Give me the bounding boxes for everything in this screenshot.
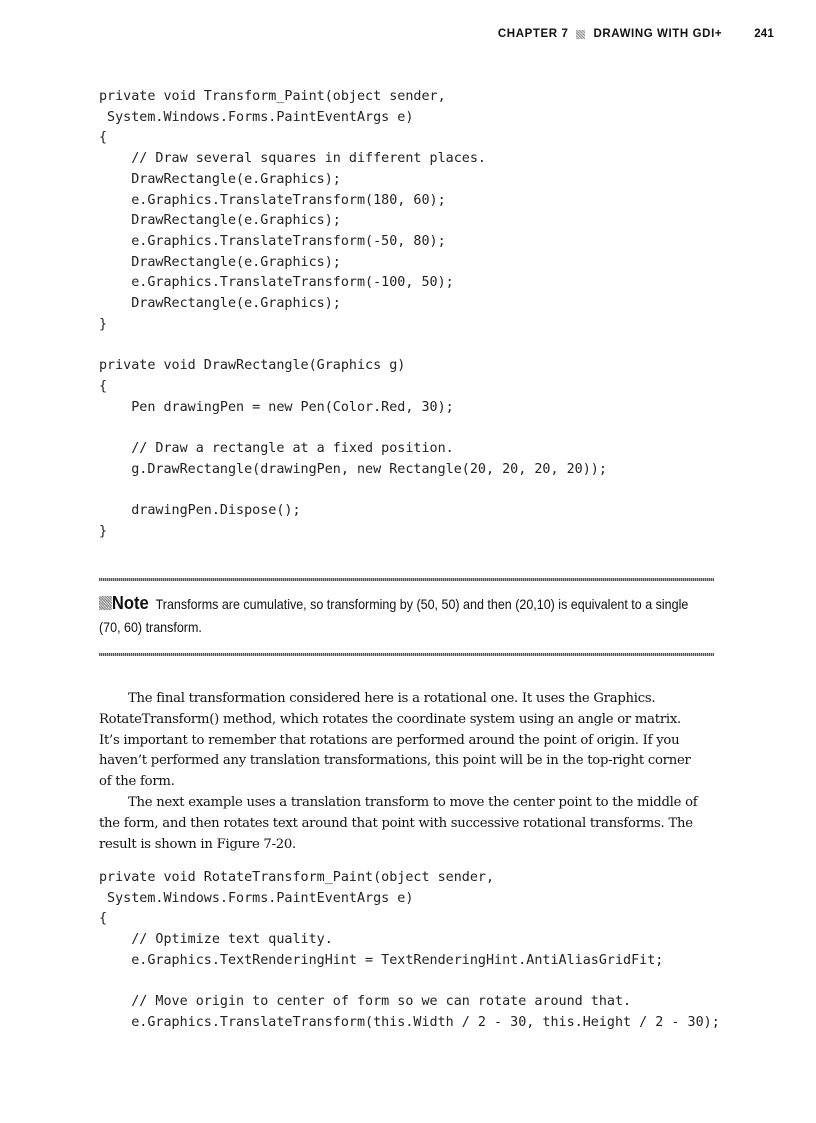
note-text-line-2: (70, 60) transform. <box>99 620 202 635</box>
paragraph-line: The next example uses a translation transform to move the center point to the middle of <box>128 794 698 810</box>
header-separator-icon <box>576 30 585 39</box>
paragraph-line: result is shown in Figure 7-20. <box>99 836 297 852</box>
paragraph-example-intro <box>99 793 715 855</box>
page-number: 241 <box>754 28 774 40</box>
chapter-label: CHAPTER 7 <box>497 28 569 40</box>
paragraph-line: It’s important to remember that rotations are performed around the point of origin. If you <box>99 732 680 748</box>
paragraph-line: the form, and then rotates text around that point with successive rotational transforms. The <box>99 815 693 831</box>
chapter-title: DRAWING WITH GDI+ <box>593 28 723 40</box>
body-text <box>99 689 715 855</box>
note-box <box>99 592 714 639</box>
running-header <box>99 28 774 40</box>
paragraph-line: of the form. <box>99 774 175 790</box>
note-icon <box>99 596 112 610</box>
paragraph-line: The final transformation considered here is a rotational one. It uses the Graphics. <box>128 691 656 706</box>
note-text-line-1: Transforms are cumulative, so transforming by (50, 50) and then (20,10) is equivalent to a single <box>155 597 689 612</box>
note-bottom-rule <box>99 653 714 656</box>
code-listing-rotate-transform: private void RotateTransform_Paint(object sender, System.Windows.Forms.PaintEventArgs e) { // Optimize text quality. e.Graphics.TextRenderingHint = TextRenderingHint.AntiAliasGridFit; // Move origin to center of form so we can rotate around that. e.Graphics.TranslateTransform(this.Width / 2 - 30, this.Height / 2 - 30); <box>99 870 720 1030</box>
paragraph-line: RotateTransform() method, which rotates the coordinate system using an angle or matrix. <box>99 711 681 727</box>
note-top-rule <box>99 578 714 581</box>
code-listing-transform: private void Transform_Paint(object sender, System.Windows.Forms.PaintEventArgs e) { // Draw several squares in different places. DrawRectangle(e.Graphics); e.Graphics.TranslateTransform(180, 60); DrawRectangle(e.Graphics); e.Graphics.TranslateTransform(-50, 80); DrawRectangle(e.Graphics); e.Graphics.TranslateTransform(-100, 50); DrawRectangle(e.Graphics); } private void DrawRectangle(Graphics g) { Pen drawingPen = new Pen(Color.Red, 30); // Draw a rectangle at a fixed position. g.DrawRectangle(drawingPen, new Rectangle(20, 20, 20, 20)); drawingPen.Dispose(); } <box>99 89 607 539</box>
paragraph-line: haven’t performed any translation transformations, this point will be in the top-right corner <box>99 753 691 769</box>
note-label: Note <box>111 593 149 613</box>
paragraph-rotation-intro <box>99 689 715 793</box>
